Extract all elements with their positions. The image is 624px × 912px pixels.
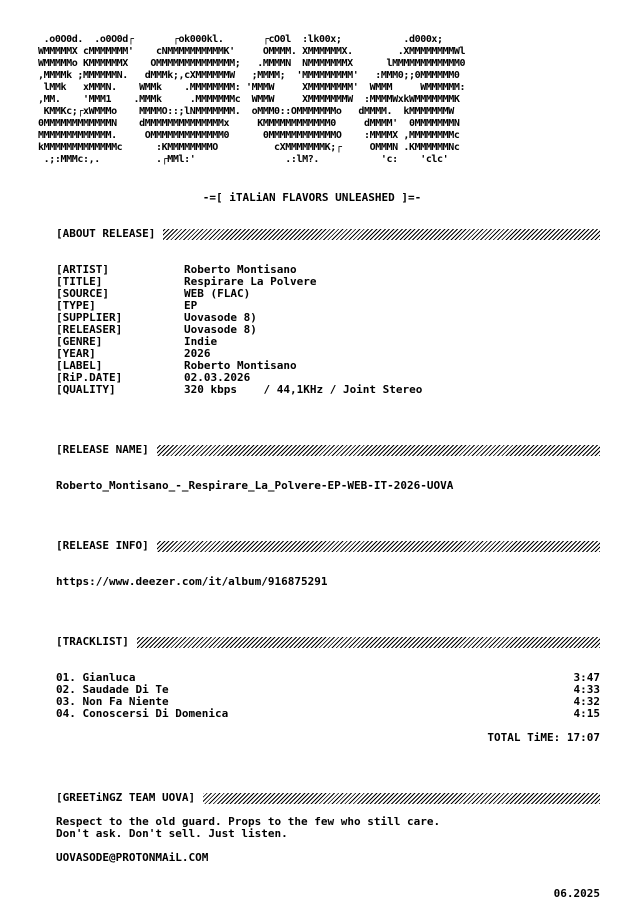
footer-date: 06.2025 <box>553 887 600 900</box>
section-greetings <box>56 792 600 804</box>
section-label: [TRACKLIST] <box>56 635 129 648</box>
greetings-block <box>56 816 440 864</box>
section-label: [RELEASE INFO] <box>56 539 149 552</box>
section-about-release <box>56 228 600 240</box>
track-duration: 4:32 <box>573 695 600 708</box>
detail-value: 02.03.2026 <box>184 371 251 384</box>
hatch-divider <box>203 793 600 804</box>
release-details <box>56 264 600 396</box>
hatch-divider <box>163 229 600 240</box>
detail-key: [SOURCE] <box>56 287 109 300</box>
detail-key: [LABEL] <box>56 359 103 372</box>
total-time: TOTAL TiME: 17:07 <box>487 731 600 744</box>
section-label: [RELEASE NAME] <box>56 443 149 456</box>
detail-row-artist <box>56 264 600 276</box>
detail-key: [RELEASER] <box>56 323 123 336</box>
section-label: [GREETiNGZ TEAM UOVA] <box>56 791 196 804</box>
detail-row-type <box>56 300 600 312</box>
track-duration: 3:47 <box>573 671 600 684</box>
detail-key: [YEAR] <box>56 347 96 360</box>
detail-value: Indie <box>184 335 218 348</box>
detail-key: [QUALITY] <box>56 383 116 396</box>
detail-row-year <box>56 348 600 360</box>
track-row <box>56 708 600 720</box>
detail-row-releaser <box>56 324 600 336</box>
tagline: -=[ iTALiAN FLAVORS UNLEASHED ]=- <box>202 191 422 204</box>
detail-key: [GENRE] <box>56 335 103 348</box>
detail-value: 2026 <box>184 347 211 360</box>
track-title: 03. Non Fa Niente <box>56 695 169 708</box>
track-title: 02. Saudade Di Te <box>56 683 169 696</box>
track-title: 04. Conoscersi Di Domenica <box>56 707 229 720</box>
detail-row-genre <box>56 336 600 348</box>
detail-value: Uovasode 8) <box>184 323 257 336</box>
hatch-divider <box>157 541 600 552</box>
detail-row-supplier <box>56 312 600 324</box>
section-release-info <box>56 540 600 552</box>
detail-value: WEB (FLAC) <box>184 287 251 300</box>
section-label: [ABOUT RELEASE] <box>56 227 156 240</box>
detail-value: Uovasode 8) <box>184 311 257 324</box>
greetings-line: Respect to the old guard. Props to the few who still care. <box>56 815 441 828</box>
hatch-divider <box>157 445 600 456</box>
detail-key: [TYPE] <box>56 299 96 312</box>
detail-key: [ARTIST] <box>56 263 109 276</box>
detail-key: [RiP.DATE] <box>56 371 123 384</box>
track-duration: 4:33 <box>573 683 600 696</box>
detail-row-source <box>56 288 600 300</box>
ascii-logo: .o0O0d. .o0O0d┌ ┌ok000kl. ┌cO0l :lk00x; .d000x; WMMMMMX cMMMMMMM' cNMMMMMMMMMMK' OMMMM. XMMMMMMX. .XMMMMMMMMWl WMMMMMo KMMMMMMX OMMMMMMMMMMMMMM; .MMMMN NMMMMMMMX lMMMMMMMMMMMM0 ,MMMMk ;MMMMMMN. dMMMk;,cXMMMMMMW ;MMMM; 'MMMMMMMMM' :MMM0;;0MMMMMM0 lMMk xMMMN. WMMk .MMMMMMMM: 'MMMW XMMMMMMMM' WMMM WMMMMMM: ,MM. 'MMM1 .MMMk .MMMMMMMc WMMW XMMMMMMMW :MMMMWxkWMMMMMMMK KMMKc;┌xWMMMo MMMMO::;lNMMMMMMM. oMMM0::OMMMMMMMo dMMMM. kMMMMMMMW 0MMMMMMMMMMMMN dMMMMMMMMMMMMMMx KMMMMMMMMMMMM0 dMMMM' 0MMMMMMMN MMMMMMMMMMMMM. OMMMMMMMMMMMMM0 0MMMMMMMMMMMMO :MMMMX ,MMMMMMMMc kMMMMMMMMMMMMMc :KMMMMMMMMO cXMMMMMMMK;┌ OMMMN .KMMMMMMNc .;:MMMc:,. .┌MMl:' .:lM?. 'c: 'clc' <box>38 34 466 165</box>
detail-row-title <box>56 276 600 288</box>
release-name-text: Roberto_Montisano_-_Respirare_La_Polvere-EP-WEB-IT-2026-UOVA <box>56 479 454 492</box>
detail-value: Respirare La Polvere <box>184 275 317 288</box>
detail-value: EP <box>184 299 198 312</box>
track-duration: 4:15 <box>573 707 600 720</box>
section-tracklist <box>56 636 600 648</box>
hatch-divider <box>137 637 600 648</box>
tracklist <box>56 672 600 720</box>
detail-value: 320 kbps / 44,1KHz / Joint Stereo <box>184 383 423 396</box>
track-title: 01. Gianluca <box>56 671 136 684</box>
contact-email[interactable]: UOVASODE@PROTONMAiL.COM <box>56 851 209 864</box>
detail-value: Roberto Montisano <box>184 359 297 372</box>
detail-row-label <box>56 360 600 372</box>
detail-value: Roberto Montisano <box>184 263 297 276</box>
detail-row-quality <box>56 384 600 396</box>
detail-key: [TITLE] <box>56 275 103 288</box>
detail-key: [SUPPLIER] <box>56 311 123 324</box>
greetings-line: Don't ask. Don't sell. Just listen. <box>56 827 288 840</box>
release-url-link[interactable]: https://www.deezer.com/it/album/916875291 <box>56 575 328 588</box>
section-release-name <box>56 444 600 456</box>
